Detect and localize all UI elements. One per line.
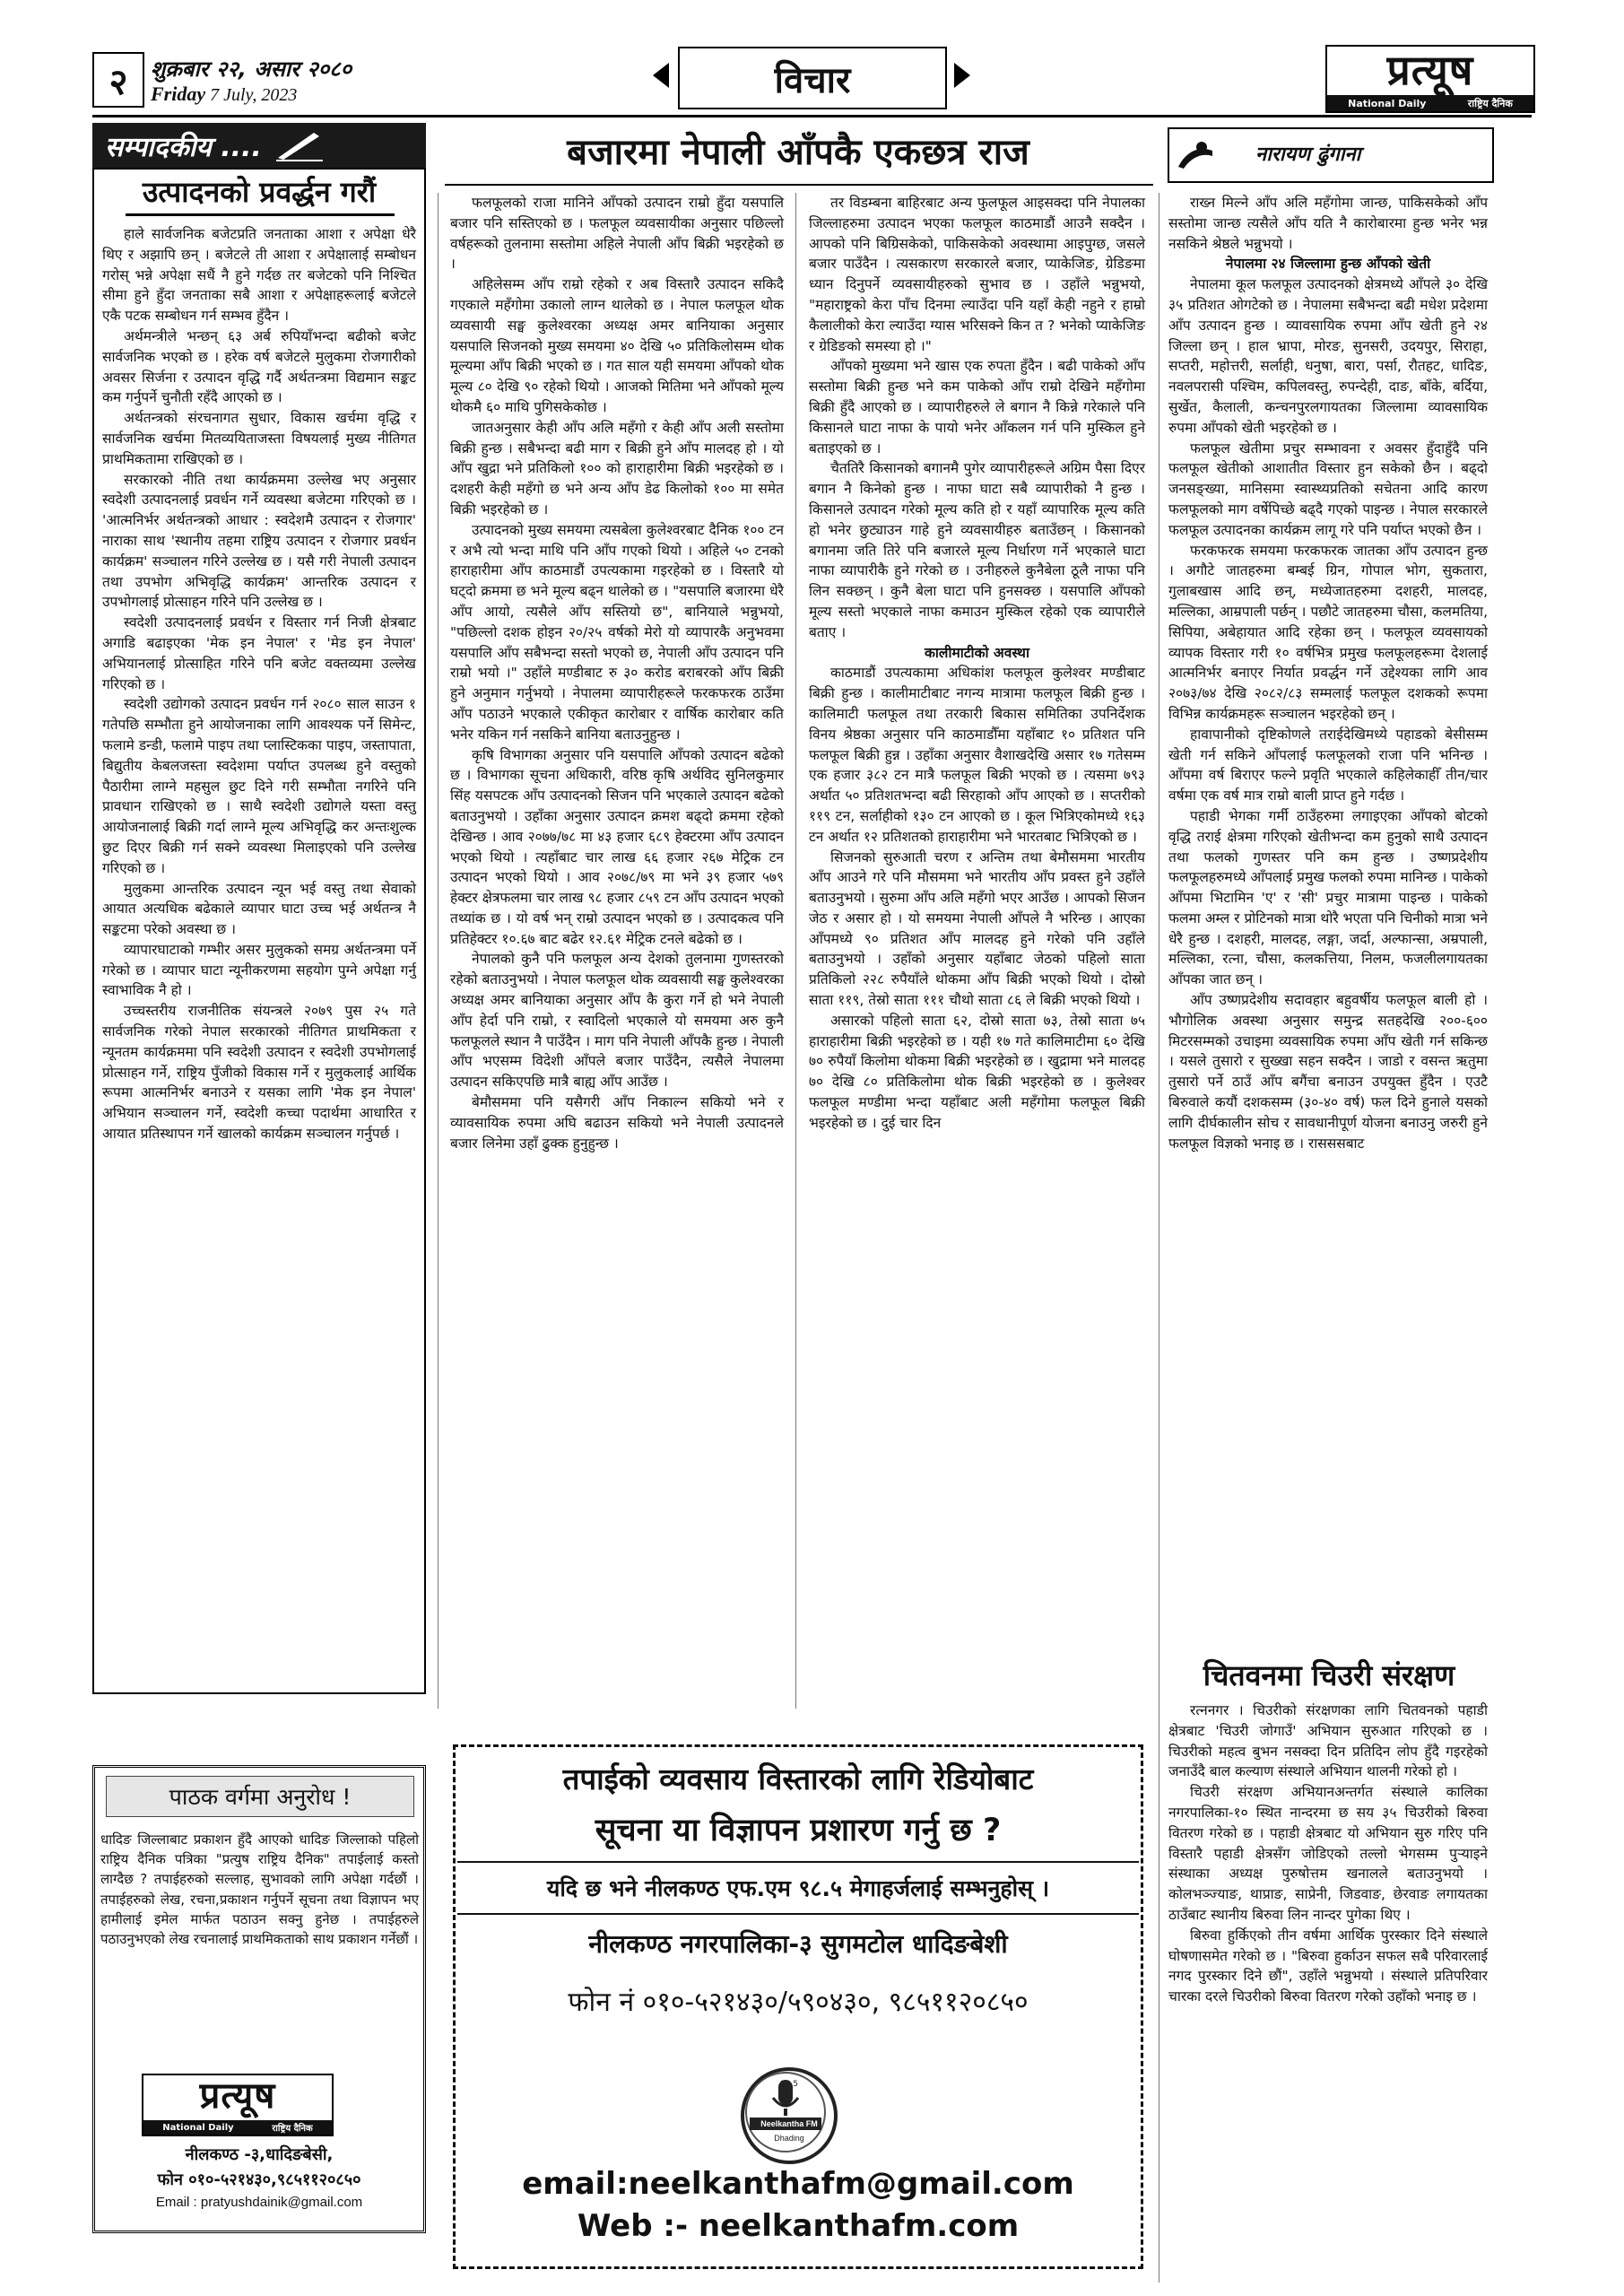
paragraph: व्यापारघाटाको गम्भीर असर मुलुकको समग्र अर्थतन्त्रमा पर्ने गरेको छ । व्यापार घाटा न्यूनीकरणमा सहयोग पुग्ने अपेक्षा गर्नु स्वाभाविक नै हो ।	[102, 941, 416, 999]
article-column-2	[809, 193, 1145, 1134]
logo-tag-np: राष्ट्रिय दैनिक	[1467, 97, 1513, 109]
date-nepali: शुक्रबार २२, असार २०८०	[151, 57, 352, 82]
paragraph: असारको पहिलो साता ६२, दोस्रो साता ७३, तेस्रो साता ७५ हाराहारीमा बिक्री भइरहेको छ । यही १७ गते कालिमाटीमा ६० देखि ७० रुपैयाँ किलोमा थोकमा बिक्री भइरहेको छ । खुद्रामा भने मालदह ७० देखि ८० प्रतिकिलोमा थोक बिक्री भइरहेको छ । कुलेश्वर फलफूल मण्डीमा भन्दा यहाँबाट अली महँगोमा फलफूल बिक्री भइरहेको छ । दुई चार दिन	[809, 1012, 1145, 1131]
article-column-3	[1168, 193, 1488, 1153]
ad-divider	[457, 1913, 1139, 1915]
column-divider	[795, 193, 796, 1709]
pen-icon	[273, 127, 326, 163]
day-english: Friday	[151, 83, 206, 105]
date-english	[151, 83, 297, 106]
subheading: नेपालमा २४ जिल्लामा हुन्छ आँपको खेती	[1225, 256, 1431, 273]
reader-box-address: नीलकण्ठ -३,धादिङबेसी,	[185, 2145, 334, 2164]
sub-article-headline: चितवनमा चिउरी संरक्षण	[1203, 1658, 1455, 1692]
paragraph: कृषि विभागका अनुसार पनि यसपालि आँपको उत्पादन बढेको छ । विभागका सूचना अधिकारी, वरिष्ठ कृषि अर्थविद सुनिलकुमार सिंह यसपटक आँप उत्पादनको सिजन पनि भएकाले उत्पादन बढेको बताउनुभयो । उहाँका अनुसार उत्पादन क्रमश बढ्दो क्रममा रहेको देखिन्छ । आव २०७७/७८ मा ४३ हजार ६८९ हेक्टरमा आँप उत्पादन भएको थियो । त्यहाँबाट चार लाख ६६ हजार २६७ मेट्रिक टन उत्पादन भएको थियो । आव २०७८/७९ मा भने ३९ हजार ५७९ हेक्टर क्षेत्रफलमा चार लाख ९८ हजार ८५९ टन आँप उत्पादन भएको तथ्यांक छ । यो वर्ष भन् राम्रो उत्पादन भएको छ । उत्पादकत्व पनि प्रतिहेक्टर १०.६७ बाट बढेर १२.६१ मेट्रिक टनले बढेको छ ।	[450, 746, 784, 947]
ad-line-2: सूचना या विज्ञापन प्रशारण गर्नु छ ?	[595, 1813, 1002, 1848]
editorial-title: उत्पादनको प्रवर्द्धन गरौं	[142, 175, 377, 209]
paragraph: तर विडम्बना बाहिरबाट अन्य फुलफूल आइसक्दा पनि नेपालका जिल्लाहरुमा उत्पादन भएका फलफूल काठमाडौं आउनै सक्दैन । आपको पनि बिग्रिसकेको, पाकिसकेको अवस्थामा आइपुग्छ, जसले बजार पाउँदैन । त्यसकारण सरकारले बजार, प्याकेजिङ, ग्रेडिङमा ध्यान दिनुपर्ने व्यवसायीहरुको सुभाव छ । उहाँले भन्नुभयो, "महाराष्ट्रको केरा पाँच दिनमा ल्याउँदा पनि यहाँ केही नहुने र हाम्रो कैलालीको केरा ल्याउँदा ग्यास भरिसक्ने किन त ? भनेको प्याकेजिङ र ग्रेडिङको समस्या हो ।"	[809, 195, 1145, 354]
paragraph: जातअनुसार केही आँप अलि महँगो र केही आँप अली सस्तोमा बिक्री हुन्छ । सबैभन्दा बढी माग र बिक्री हुने आँप मालदह हो । यो आँप खुद्रा भने प्रतिकिलो १०० को हाराहारीमा बिक्री भइरहेको छ । दशहरी केही महँगो छ भने अन्य आँप डेढ किलोको १०० मा समेत बिक्री भइरहेको छ ।	[450, 419, 784, 517]
ad-website[interactable]: Web :- neelkanthafm.com	[577, 2208, 1020, 2244]
paragraph: सिजनको सुरुआती चरण र अन्तिम तथा बेमौसममा भारतीय आँप आउने गरे पनि मौसममा भने भारतीय आँप प्रवस्त हुने उहाँले बताउनुभयो । सुरुमा आँप अलि महँगो भएर आउँछ । आपको सिजन जेठ र असार हो । यो समयमा नेपाली आँपले नै भरिन्छ । आएका आँपमध्ये ९० प्रतिशत आँप मालदह हुने गरेको पनि उहाँले बताउनुभयो । उहाँको अनुसार यहाँबाट जेठको पहिलो साता प्रतिकिलो २२८ रुपैयाँले थोकमा आँप बिक्री भएको थियो । दोस्रो साता ११९, तेस्रो साता १११ चौथो साता ८६ ले बिक्री भएको थियो ।	[809, 848, 1145, 1009]
section-title: विचार	[678, 47, 947, 109]
fm-badge-place: Dhading	[774, 2134, 804, 2143]
ad-divider	[457, 1861, 1139, 1863]
header-rule	[92, 115, 1532, 117]
reader-request-title: पाठक वर्गमा अनुरोध !	[106, 1776, 414, 1817]
paragraph: आँपको मुख्यमा भने खास एक रुपता हुँदैन । बढी पाकेको आँप सस्तोमा बिक्री हुन्छ भने कम पाकेको आँप राम्रो देखिने महँगोमा बिक्री हुँदै आएको छ । व्यापारीहरुले ले बगान नै किन्ने गरेकाले पनि किसानले घाटा नाफा के पायो भनेर आँकलन गर्न पनि मुस्किल हुने बताइएको छ ।	[809, 358, 1145, 457]
page-number: २	[92, 52, 144, 108]
editorial-body	[102, 224, 416, 1144]
paragraph: राख्न मिल्ने आँप अलि महँगोमा जान्छ, पाकिसकेको आँप सस्तोमा जान्छ त्यसैले आँप यति नै कारोबारमा हुन्छ भनेर भन्न नसकिने श्रेष्ठले भन्नुभयो ।	[1168, 195, 1488, 252]
paragraph: नेपालको कुनै पनि फलफूल अन्य देशको तुलनामा गुणस्तरको रहेको बताउनुभयो । नेपाल फलफूल थोक व्यवसायी सङ्घ कुलेश्वरका अध्यक्ष अमर बानियाका अनुसार आँप कै कुरा गर्ने हो भने नेपाली आँप हेर्दा पनि राम्रो, र स्वादिलो भएकाले यो समयमा अरु कुनै फलफूलले स्थान नै पाउँदैन । माग पनि नेपाली आँपकै हुन्छ । नेपाली आँप भएसम्म विदेशी आँपले बजार पाउँदैन, त्यसैले नेपालमा उत्पादन सकिएपछि मात्रै बाह्य आँप आउँछ ।	[450, 951, 784, 1091]
ad-line-3: यदि छ भने नीलकण्ठ एफ.एम ९८.५ मेगाहर्जलाई सम्भनुहोस् ।	[546, 1875, 1050, 1901]
logo-tagline	[143, 2120, 332, 2135]
neelkantha-fm-logo	[741, 2067, 838, 2164]
paragraph: बिरुवा हुर्किएको तीन वर्षमा आर्थिक पुरस्कार दिने संस्थाले घोषणासमेत गरेको छ । "बिरुवा हुर्काउन सफल सबै परिवारलाई नगद पुरस्कार दिने छौं", उहाँले भन्नुभयो । संस्थाले प्रतिपरिवार चारका दरले चिउरीको बिरुवा वितरण गरेको उहाँको भनाइ छ ।	[1168, 1926, 1488, 2005]
paragraph: बेमौसममा पनि यसैगरी आँप निकाल्न सकियो भने र व्यावसायिक रुपमा अघि बढाउन सकियो भने नेपाली उत्पादनले बजार लिनेमा उहाँ ढुक्क हुनुहुन्छ ।	[450, 1094, 784, 1152]
subheading: कालीमाटीको अवस्था	[925, 644, 1029, 661]
left-arrow-icon	[653, 63, 669, 88]
logo-text: प्रत्यूष	[1386, 46, 1474, 94]
headline-rule	[445, 184, 1153, 186]
fm-badge-frequency: 98.5	[779, 2080, 799, 2089]
logo-tag-np: राष्ट्रिय दैनिक	[272, 2124, 313, 2134]
article-column-1	[450, 193, 784, 1153]
ad-line-5: फोन नं ०१०-५२१४३०/५९०४३०, ९८५११२०८५०	[568, 1987, 1029, 2018]
paragraph: अर्थतन्त्रको संरचनागत सुधार, विकास खर्चमा वृद्धि र सार्वजनिक खर्चमा मितव्ययिताजस्ता विषयलाई मुख्य नीतिगत प्राथमिकतामा राखिएको छ ।	[102, 410, 416, 467]
editorial-banner	[92, 123, 426, 168]
reader-box-email[interactable]: Email : pratyushdainik@gmail.com	[155, 2195, 363, 2210]
paragraph: हावापानीको दृष्टिकोणले तराईदेखिमध्ये पहाडको बेसीसम्म खेती गर्न सकिने आँपलाई फलफूलको राजा पनि भनिन्छ । आँपमा वर्ष बिराएर फल्ने प्रवृति भएकाले कहिलेकाहीँ तीन/चार वर्षमा एक वर्ष मात्र राम्रो बाली प्राप्त हुने गर्दछ ।	[1168, 726, 1488, 804]
paragraph: फलफूलको राजा मानिने आँपको उत्पादन राम्रो हुँदा यसपालि बजार पनि सस्तिएको छ । फलफूल व्यवसायीका अनुसार पछिल्लो वर्षहरूको तुलनामा सस्तोमा अहिले नेपाली आँप बिक्री भइरहेको छ ।	[450, 195, 784, 273]
paragraph: मुलुकमा आन्तरिक उत्पादन न्यून भई वस्तु तथा सेवाको आयात अत्यधिक बढेकाले व्यापार घाटा उच्च भई अर्थतन्त्र नै सङ्कटमा परेको अवस्था छ ।	[102, 880, 416, 938]
reader-box-phone: फोन ०१०-५२१४३०,९८५११२०८५०	[157, 2170, 361, 2189]
paragraph: सरकारको नीति तथा कार्यक्रममा उल्लेख भए अनुसार स्वदेशी उत्पादनलाई प्रवर्धन गर्ने व्यवस्था बजेटमा गरिएको छ । 'आत्मनिर्भर अर्थतन्त्रको आधार : स्वदेशमै उत्पादन र रोजगार' नाराका साथ 'स्थानीय तहमा राष्ट्रिय उत्पादन र रोजगार प्रवर्धन कार्यक्रम' सञ्चालन गरिने उल्लेख छ । यसै गरी नेपाली उत्पादन तथा उपभोग अभिवृद्धि कार्यक्रम' आन्तरिक उत्पादन र उपभोगलाई प्रोत्साहन गरिने पनि उल्लेख छ ।	[102, 471, 416, 611]
paragraph: अर्थमन्त्रीले भन्छन् ६३ अर्ब रुपियाँभन्दा बढीको बजेट सार्वजनिक भएको छ । हरेक वर्ष बजेटले मुलुकमा रोजगारीको अवसर सिर्जना र उत्पादन वृद्धि गर्दै अर्थतन्त्रमा विद्यमान सङ्कट कम गर्नुपर्ने चुनौती रहँदै आएको छ ।	[102, 327, 416, 406]
ad-line-4: नीलकण्ठ नगरपालिका-३ सुगमटोल धादिङबेशी	[588, 1929, 1008, 1959]
reader-request-body: धादिङ जिल्लाबाट प्रकाशन हुँदै आएको धादिङ जिल्लाको पहिलो राष्ट्रिय दैनिक पत्रिका "प्रत्युष राष्ट्रिय दैनिक" तपाईलाई कस्तो लाग्दैछ ? तपाईहरुको सल्लाह, सुभावको लागि अपेक्षा गर्दछौं । तपाईहरुको लेख, रचना,प्रकाशन गर्नुपर्ने सूचना तथा विज्ञापन भए हामीलाई इमेल मार्फत पठाउन सक्नु हुनेछ । तपाईहरुले पठाउनुभएको लेख रचनालाई प्राथमिकताको साथ प्रकाशन गर्नेछौं ।	[100, 1831, 419, 1948]
paragraph: अहिलेसम्म आँप राम्रो रहेको र अब विस्तारै उत्पादन सकिदै गएकाले महँगोमा उकालो लाग्न थालेको छ । नेपाल फलफूल थोक व्यवसायी सङ्घ कुलेश्वरका अध्यक्ष अमर बानियाका अनुसार यसपालि सिजनको मुख्य समयमा ४० देखि ५० प्रतिकिलोसम्म थोक मूल्यमा आँप बिक्री भएको छ । गत साल यही समयमा आँपको थोक मूल्य ८० देखि ९० रहेको थियो । आजको मितिमा भने आँपको मूल्य थोकमै ६० माथि पुगिसकेकोछ ।	[450, 276, 784, 415]
paragraph: फलफूल खेतीमा प्रचुर सम्भावना र अवसर हुँदाहुँदै पनि फलफूल खेतीको आशातीत विस्तार हुन सकेको छैन । बढ्दो जनसङ्ख्या, मानिसमा स्वास्थ्यप्रतिको सचेतना आदि कारण फलफूलको माग वर्षेपिच्छे बढ्दै गएको पाइन्छ । नेपाल सरकारले फलफूल उत्पादनका कार्यक्रम लागू गरे पनि पर्याप्त भएको छैन ।	[1168, 439, 1488, 538]
date-english-text: 7 July, 2023	[210, 85, 298, 105]
masthead-logo	[1325, 45, 1535, 113]
paragraph: उत्पादनको मुख्य समयमा त्यसबेला कुलेश्वरबाट दैनिक १०० टन र अभै त्यो भन्दा माथि पनि आँप गएको थियो । अहिले ५० टनको हाराहारीमा आँप काठमाडौं उपत्यकामा गइरहेको छ । विस्तारै यो घट्दो क्रममा छ भने मूल्य बढ्न थालेको छ । "यसपालि बजारमा धेरै आँप आयो, त्यसैले आँप सस्तियो छ", बानियाले भन्नुभयो, "पछिल्लो दशक होइन २०/२५ वर्षको मेरो यो व्यापारकै अनुभवमा यसपालि आँप सबैभन्दा सस्तो भएको छ, नेपाली आँप उत्पादन पनि राम्रो भयो ।" उहाँले मण्डीबाट रु ३० करोड बराबरको आँप बिक्री हुने अनुमान गर्नुभयो । नेपालमा व्यापारीहरूले फरकफरक ठाउँमा आँप पठाउने भएकाले एकीकृत कारोबार र वार्षिक कारोबार कति भनेर यकिन गर्न नसकिने बानिया बताउनुहुन्छ ।	[450, 521, 784, 743]
fm-badge-name: Neelkantha FM	[760, 2119, 818, 2128]
logo-tag-en: National Daily	[162, 2122, 234, 2133]
paragraph: हाले सार्वजनिक बजेटप्रति जनताका आशा र अपेक्षा धेरै थिए र अझापि छन् । बजेटले ती आशा र अपेक्षालाई सम्बोधन गरोस् भन्ने अपेक्षा सधैं नै हुने गर्दछ तर बजेटको पनि निश्चित सीमा हुने हुँदा जनताका सबै आशा र अपेक्षाहरूलाई बजेटले एकै पटक सम्बोधन गर्न सम्भव हुँदैन ।	[102, 226, 416, 325]
editorial-banner-label: सम्पादकीय ....	[105, 131, 262, 163]
paragraph: नेपालमा कूल फलफूल उत्पादनको क्षेत्रमध्ये आँपले ३० देखि ३५ प्रतिशत ओगटेको छ । नेपालमा सबैभन्दा बढी मधेश प्रदेशमा आँप उत्पादन हुन्छ । व्यावसायिक रुपमा आँप खेती हुने २४ जिल्ला छन् । हाल भ्रापा, मोरङ, सुनसरी, उदयपुर, सिराहा, सप्तरी, महोत्तरी, सर्लाही, धनुषा, बारा, पर्सा, रौतहट, धादिङ, नवलपरासी पश्चिम, कपिलवस्तु, रुपन्देही, दाङ, बाँके, बर्दिया, सुर्खेत, कैलाली, कन्चनपुरलगायतका जिल्लामा व्यावसायिक रुपमा आँपको खेती भइरहेको छ ।	[1168, 276, 1488, 436]
article-headline: बजारमा नेपाली आँपकै एकछत्र राज	[567, 132, 1029, 173]
paragraph: चैततिरै किसानको बगानमै पुगेर व्यापारीहरूले अग्रिम पैसा दिएर बगान नै किनेको हुन्छ । नाफा घाटा सबै व्यापारीको नै हुन्छ । किसानले उत्पादन गरेको मूल्य कति हो र यहाँ व्यापारिक मूल्य कति हो भनेर छुट्याउन गाहे हुने व्यवसायीहरु बताउँछन् । किसानको बगानमा जति तिरे पनि बजारले मूल्य निर्धारण गर्ने भएकाले घाटा नाफा व्यापारीकै हुने गरेको छ । उनीहरुले कुनैबेला ठूलै नाफा पनि लिन सक्छन् । कुनै बेला घाटा पनि हुनसक्छ । यसपालि आँपको मूल्य सस्तो भएकाले नाफा कमाउन मुस्किल रहेको एक व्यापारीले बताए ।	[809, 460, 1145, 640]
right-arrow-icon	[954, 63, 970, 88]
reader-box-logo	[142, 2074, 334, 2136]
paragraph: स्वदेशी उत्पादनलाई प्रवर्धन र विस्तार गर्न निजी क्षेत्रबाट अगाडि बढाइएका 'मेक इन नेपाल' र 'मेड इन नेपाल' अभियानलाई प्रोत्साहित गरिने पनि बजेट वक्तव्यमा उल्लेख गरिएको छ ।	[102, 614, 416, 692]
paragraph: आँप उष्णप्रदेशीय सदावहार बहुवर्षीय फलफूल बाली हो । भौगोलिक अवस्था अनुसार समुन्द्र सतहदेखि २००-६०० मिटरसम्मको उचाइमा व्यवसायिक रुपमा आँप खेती गर्न सकिन्छ । यसले तुसारो र सुख्खा सहन सक्दैन । जाडो र वसन्त ऋतुमा तुसारो पर्ने ठाउँ आँप बगैंचा बनाउन उपयुक्त हुँदैन । एउटै बिरुवाले कयौं दशकसम्म (३०-४० वर्ष) फल दिने हुनाले यसको लागि दीर्घकालीन सोच र सावधानीपूर्ण योजना बनाउनु जरुरी हुने फलफूल विज्ञको भनाइ छ । रासससबाट	[1168, 992, 1488, 1152]
paragraph: स्वदेशी उद्योगको उत्पादन प्रवर्धन गर्न २०८० साल साउन १ गतेपछि सम्भौता हुने आयोजनाका लागि आवश्यक पर्ने सिमेन्ट, फलामे डन्डी, फलामे पाइप तथा प्लास्टिकका पाइप, जस्तापाता, बिद्युतीय केबलजस्ता स्वदेशमा पर्याप्त उपलब्ध हुने वस्तुको पैठारीमा लाग्ने महसुल छुट दिने गरी सम्भौता नगरिने पनि प्रावधान राखिएको छ । साथै स्वदेशी उद्योगले यस्ता वस्तु आयोजनालाई बिक्री गर्दा लाग्ने मूल्य अभिवृद्धि कर अन्तःशुल्क छुट दिएर बिक्री गर्न सक्ने व्यवस्था मिलाइएको पनि उल्लेख गरिएको छ ।	[102, 696, 416, 876]
author-name: नारायण ढुंगाना	[1255, 144, 1361, 166]
paragraph: काठमाडौं उपत्यकामा अधिकांश फलफूल कुलेश्वर मण्डीबाट बिक्री हुन्छ । कालीमाटीबाट नगन्य मात्रामा फलफूल बिक्री हुन्छ । कालिमाटी फलफूल तथा तरकारी बिकास समितिका उपनिर्देशक विनय श्रेष्ठका अनुसार पनि काठमाडौँमा यहाँबाट १० प्रतिशत पनि फलफूल बिक्री हुन्न । उहाँका अनुसार वैशाखदेखि असार १७ गतेसम्म एक हजार ३८२ टन मात्रै फलफूल बिक्री भएको छ । त्यसमा ७९३ अर्थात ५० प्रतिशतभन्दा बढी सिरहाको आँप आएको छ । सप्तरीको ११९ टन, सर्लाहीको १३० टन आएको छ । कूल भित्रिएकोमध्ये १६३ टन अर्थात १२ प्रतिशतको हाराहारीमा भने भारतबाट भित्रिएको छ ।	[809, 665, 1145, 845]
paragraph: चिउरी संरक्षण अभियानअन्तर्गत संस्थाले कालिका नगरपालिका-१० स्थित नान्दरमा छ सय ३५ चिउरीको बिरुवा वितरण गरेको छ । पहाडी क्षेत्रबाट यो अभियान सुरु गरिए पनि विस्तारै पहाडी क्षेत्रसँग जोडिएको तल्लो भेगसम्म पुऱ्याइने संस्थाका अध्यक्ष पुरुषोत्तम खनालले बताउनुभयो । कोलभञ्ज्याङ, थाप्राङ, साप्रेनी, जिडवाङ, छेरवाङ लगायतका ठाउँबाट स्थानीय बिरुवा लिन नान्दर पुगेका थिए ।	[1168, 1784, 1488, 1923]
paragraph: रत्ननगर । चिउरीको संरक्षणका लागि चितवनको पहाडी क्षेत्रबाट 'चिउरी जोगाउँ' अभियान सुरुआत गरिएको छ । चिउरीको महत्व बुभन नसक्दा दिन प्रतिदिन लोप हुँदै गइरहेको जनाउँदै बाल कल्याण संस्थाले अभियान थालनी गरेको हो ।	[1168, 1702, 1488, 1780]
column-divider	[438, 193, 439, 1709]
paragraph: पहाडी भेगका गर्मी ठाउँहरुमा लगाइएका आँपको बोटको वृद्धि तराई क्षेत्रमा गरिएको खेतीभन्दा कम हुनुको साथै उत्पादन तथा फलको गुणस्तर पनि कम हुन्छ । उष्णप्रदेशीय फलफूलहरुमध्ये आँपलाई प्रमुख फलको रुपमा मानिन्छ । पाकेको आँपमा भिटामिन 'ए' र 'सी' प्रचुर मात्रामा पाइन्छ । पाकेको फलमा अम्ल र प्रोटिनको मात्रा थोरै भएता पनि चिनीको मात्रा भने धेरै हुन्छ । दशहरी, मालदह, लङ्गा, जर्दा, अल्फान्सा, अम्रपाली, मल्लिका, रत्ना, चौसा, कलकत्तिया, निलम, फजलीलगायतका आँपका जात छन् ।	[1168, 807, 1488, 988]
logo-tagline	[1327, 95, 1533, 111]
sub-article-body	[1168, 1700, 1488, 2007]
paragraph: फरकफरक समयमा फरकफरक जातका आँप उत्पादन हुन्छ । अगौटे जातहरुमा बम्बई ग्रिन, गोपाल भोग, सुकतारा, गुलाबखास आदि छन्, मध्येजातहरुमा दशहरी, मालदह, मल्लिका, आम्रपाली पर्छन् । पछौटे जातहरुमा चौसा, कलमतिया, सिपिया, अबेहायात आदि रहेका छन् । फलफूल व्यवसायको व्यापक विस्तार गरी १० वर्षभित्र प्रमुख फलफूलहरूमा देशलाई आत्मनिर्भर बनाएर निर्यात प्रवर्द्धन गर्ने उद्देश्यका लागि आव २०७३/७४ देखि २०८२/८३ सम्मलाई फलफूल दशकको रूपमा विभिन्न कार्यक्रमहरू सञ्चालन भइरहेको छन् ।	[1168, 542, 1488, 722]
ad-email[interactable]: email:neelkanthafm@gmail.com	[522, 2166, 1074, 2202]
logo-tag-en: National Daily	[1348, 97, 1427, 109]
logo-text: प्रत्यूष	[199, 2075, 276, 2117]
author-photo-icon	[1177, 136, 1214, 170]
paragraph: उच्चस्तरीय राजनीतिक संयन्त्रले २०७९ पुस २५ गते सार्वजनिक गरेको नेपाल सरकारको नीतिगत प्राथमिकता र न्यूनतम कार्यक्रममा पनि स्वदेशी उत्पादन र स्वदेशी उपभोगलाई प्रोत्साहन गर्ने, राष्ट्रिय पुँजीको विकास गर्ने र मुलुकलाई आर्थिक रूपमा आत्मनिर्भर बनाउने र यसका लागि 'मेक इन नेपाल' अभियान सञ्चालन गर्ने, स्वदेशी कच्चा पदार्थमा आधारित र आयात प्रतिस्थापन गर्ने खालको कार्यक्रम सञ्चालन गर्नुपर्छ ।	[102, 1003, 416, 1143]
editorial-title-underline	[126, 213, 395, 216]
ad-line-1: तपाईको व्यवसाय विस्तारको लागि रेडियोबाट	[562, 1761, 1034, 1796]
